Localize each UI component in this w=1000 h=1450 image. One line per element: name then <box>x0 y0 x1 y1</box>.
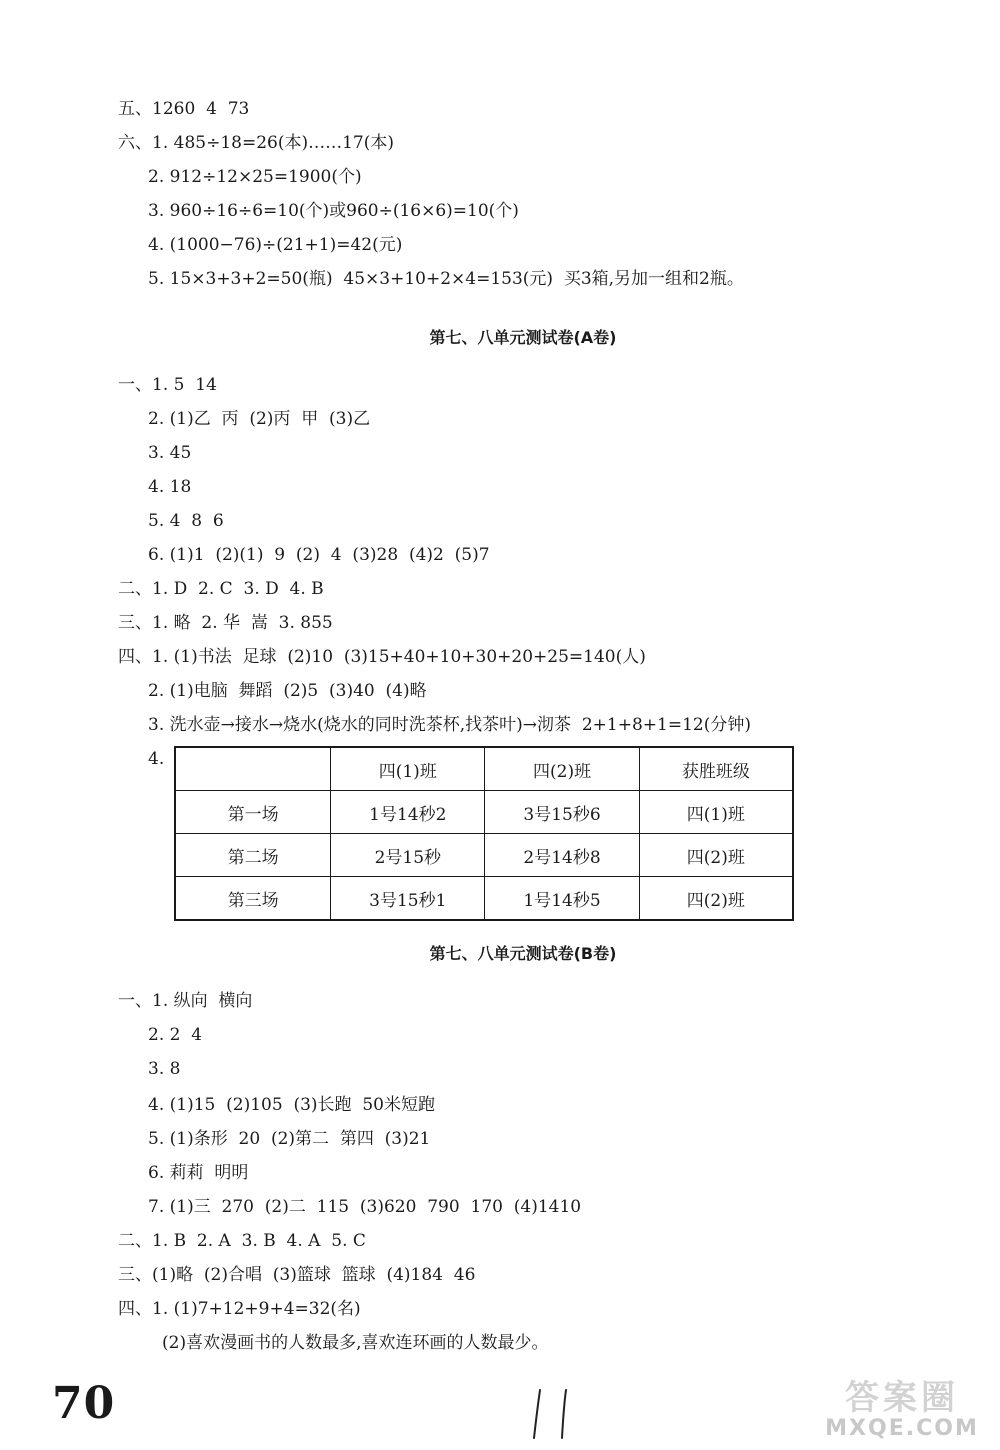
table-header-cell: 四(2)班 <box>485 747 639 791</box>
table-header-cell: 获胜班级 <box>639 747 793 791</box>
table-cell: 第三场 <box>175 877 331 921</box>
answer-line: 4. 18 <box>148 477 192 497</box>
table-cell: 第一场 <box>175 791 331 834</box>
handwritten-mark-icon <box>526 1386 586 1442</box>
answer-line: 一、1. 5 14 <box>118 375 217 395</box>
answer-line: 三、1. 略 2. 华 嵩 3. 855 <box>118 613 333 633</box>
answer-line: 四、1. (1)书法 足球 (2)10 (3)15+40+10+30+20+25=140(人) <box>118 647 646 667</box>
table-cell: 1号14秒2 <box>331 791 485 834</box>
answer-line: 4. <box>148 749 165 769</box>
answer-line: 三、(1)略 (2)合唱 (3)篮球 篮球 (4)184 46 <box>118 1265 476 1285</box>
section-title <box>0 941 1000 964</box>
section-title-text: 第七、八单元测试卷(B卷) <box>429 944 617 963</box>
watermark-title: 答案圈 <box>845 1378 959 1418</box>
answer-line: 5. 15×3+3+2=50(瓶) 45×3+10+2×4=153(元) 买3箱,另加一组和2瓶。 <box>148 269 744 289</box>
answer-line: 二、1. D 2. C 3. D 4. B <box>118 579 324 599</box>
answer-line: 六、1. 485÷18=26(本)……17(本) <box>118 133 394 153</box>
table-cell: 1号14秒5 <box>485 877 639 921</box>
watermark-url: MXQE.COM <box>825 1416 979 1441</box>
answer-line: 五、1260 4 73 <box>118 99 250 119</box>
table-header-row <box>175 747 793 791</box>
table-row <box>175 791 793 834</box>
answer-line: 二、1. B 2. A 3. B 4. A 5. C <box>118 1231 366 1251</box>
answer-line: 6. (1)1 (2)(1) 9 (2) 4 (3)28 (4)2 (5)7 <box>148 545 490 565</box>
answer-line: 5. 4 8 6 <box>148 511 224 531</box>
answer-line: 2. 912÷12×25=1900(个) <box>148 167 362 187</box>
answer-line: 7. (1)三 270 (2)二 115 (3)620 790 170 (4)1410 <box>148 1197 582 1217</box>
table-cell: 四(2)班 <box>639 834 793 877</box>
table-cell: 3号15秒6 <box>485 791 639 834</box>
table-header-cell: 四(1)班 <box>331 747 485 791</box>
answer-line: 3. 洗水壶→接水→烧水(烧水的同时洗茶杯,找茶叶)→沏茶 2+1+8+1=12(分钟) <box>148 715 751 735</box>
section-title-text: 第七、八单元测试卷(A卷) <box>429 328 617 347</box>
table-row <box>175 877 793 921</box>
answer-line: 5. (1)条形 20 (2)第二 第四 (3)21 <box>148 1129 431 1149</box>
table-cell: 第二场 <box>175 834 331 877</box>
section-title <box>0 325 1000 348</box>
table-cell: 2号15秒 <box>331 834 485 877</box>
answer-line: 3. 960÷16÷6=10(个)或960÷(16×6)=10(个) <box>148 201 519 221</box>
relay-results-table <box>174 746 794 921</box>
answer-line: (2)喜欢漫画书的人数最多,喜欢连环画的人数最少。 <box>162 1333 549 1353</box>
answer-line: 3. 8 <box>148 1059 181 1079</box>
table-cell: 四(1)班 <box>639 791 793 834</box>
table-row <box>175 834 793 877</box>
answer-line: 2. 2 4 <box>148 1025 203 1045</box>
answer-line: 4. (1)15 (2)105 (3)长跑 50米短跑 <box>148 1095 435 1115</box>
answer-line: 一、1. 纵向 横向 <box>118 991 253 1011</box>
page-number: 70 <box>52 1378 116 1429</box>
table-header-cell <box>175 747 331 791</box>
answer-line: 2. (1)电脑 舞蹈 (2)5 (3)40 (4)略 <box>148 681 427 701</box>
watermark-logo <box>812 1368 992 1448</box>
answer-line: 4. (1000−76)÷(21+1)=42(元) <box>148 235 403 255</box>
answer-line: 6. 莉莉 明明 <box>148 1163 249 1183</box>
answer-line: 2. (1)乙 丙 (2)丙 甲 (3)乙 <box>148 409 371 429</box>
answer-line: 3. 45 <box>148 443 192 463</box>
table-cell: 四(2)班 <box>639 877 793 921</box>
table-cell: 2号14秒8 <box>485 834 639 877</box>
table-cell: 3号15秒1 <box>331 877 485 921</box>
answer-line: 四、1. (1)7+12+9+4=32(名) <box>118 1299 361 1319</box>
